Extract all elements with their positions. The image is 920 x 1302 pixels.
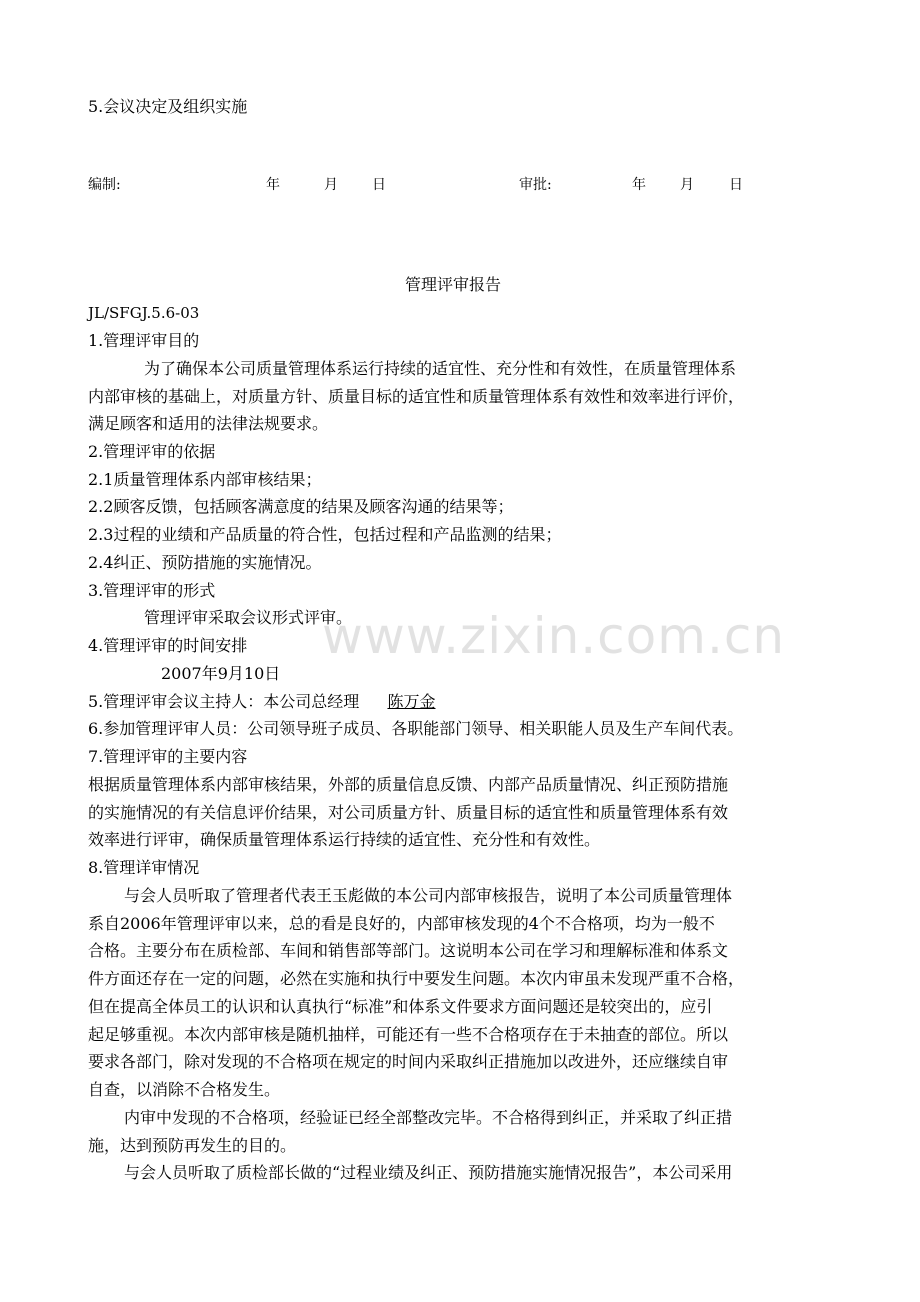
section-8-p1-line: 自查，以消除不合格发生。	[88, 1080, 281, 1099]
approved-year: 年	[632, 177, 646, 193]
section-2-heading: 2.管理评审的依据	[88, 442, 216, 461]
section-7-line: 根据质量管理体系内部审核结果，外部的质量信息反馈、内部产品质量情况、纠正预防措施	[88, 775, 729, 794]
prepared-label: 编制:	[88, 177, 121, 193]
section-8-p1-line: 要求各部门，除对发现的不合格项在规定的时间内采取纠正措施加以改进外，还应继续自审	[88, 1052, 729, 1071]
section-1-line: 为了确保本公司质量管理体系运行持续的适宜性、充分性和有效性，在质量管理体系	[144, 359, 737, 378]
approved-month: 月	[680, 177, 694, 193]
section-7-heading: 7.管理评审的主要内容	[88, 747, 248, 766]
section-3-text: 管理评审采取会议形式评审。	[144, 608, 353, 627]
section-6-line: 6.参加管理评审人员：公司领导班子成员、各职能部门领导、相关职能人员及生产车间代表。	[88, 719, 744, 738]
section-2-item: 2.2顾客反馈，包括顾客满意度的结果及顾客沟通的结果等；	[88, 497, 514, 516]
section-7-line: 的实施情况的有关信息评价结果，对公司质量方针、质量目标的适宜性和质量管理体系有效	[88, 803, 729, 822]
section-4-date: 2007年9月10日	[161, 664, 281, 683]
section-3-heading: 3.管理评审的形式	[88, 581, 216, 600]
prepared-day: 日	[372, 177, 386, 193]
section-8-p1-line: 件方面还存在一定的问题，必然在实施和执行中要发生问题。本次内审虽未发现严重不合格，	[88, 969, 745, 988]
section-7-line: 效率进行评审，确保质量管理体系运行持续的适宜性、充分性和有效性。	[88, 830, 601, 849]
report-code: JL/SFGJ.5.6-03	[88, 304, 200, 322]
section-5-line	[88, 692, 834, 712]
watermark: www.zixin.com.cn	[322, 607, 786, 665]
section-2-item: 2.3过程的业绩和产品质量的符合性，包括过程和产品监测的结果；	[88, 525, 562, 544]
section-5-label: 5.管理评审会议主持人：本公司总经理	[88, 692, 360, 711]
section-1-line: 满足顾客和适用的法律法规要求。	[88, 414, 329, 433]
section-1-line: 内部审核的基础上，对质量方针、质量目标的适宜性和质量管理体系有效性和效率进行评价，	[88, 387, 745, 406]
section-8-p1-line: 但在提高全体员工的认识和认真执行“标准”和体系文件要求方面问题还是较突出的，应引	[88, 997, 713, 1016]
section-8-p2-line: 内审中发现的不合格项，经验证已经全部整改完毕。不合格得到纠正，并采取了纠正措	[124, 1108, 733, 1127]
section-2-item: 2.4纠正、预防措施的实施情况。	[88, 553, 322, 572]
item5-heading: 5.会议决定及组织实施	[88, 97, 248, 116]
report-title: 管理评审报告	[405, 275, 502, 294]
approved-day: 日	[729, 177, 743, 193]
section-8-p1-line: 系自2006年管理评审以来，总的看是良好的，内部审核发现的4个不合格项，均为一般不	[88, 914, 715, 933]
section-8-p3-line: 与会人员听取了质检部长做的“过程业绩及纠正、预防措施实施情况报告”，本公司采用	[124, 1163, 733, 1182]
prepared-month: 月	[324, 177, 338, 193]
section-2-item: 2.1质量管理体系内部审核结果；	[88, 470, 322, 489]
section-1-heading: 1.管理评审目的	[88, 331, 200, 350]
approved-label: 审批:	[519, 177, 552, 193]
section-8-heading: 8.管理详审情况	[88, 858, 200, 877]
section-8-p1-line: 与会人员听取了管理者代表王玉彪做的本公司内部审核报告，说明了本公司质量管理体	[124, 886, 733, 905]
section-8-p1-line: 合格。主要分布在质检部、车间和销售部等部门。这说明本公司在学习和理解标准和体系文	[88, 941, 729, 960]
section-4-heading: 4.管理评审的时间安排	[88, 636, 248, 655]
section-8-p1-line: 起足够重视。本次内部审核是随机抽样，可能还有一些不合格项存在于未抽查的部位。所以	[88, 1025, 729, 1044]
section-8-p2-line: 施，达到预防再发生的目的。	[88, 1136, 297, 1155]
prepared-year: 年	[266, 177, 280, 193]
chairman-name: 陈万金	[387, 692, 436, 711]
